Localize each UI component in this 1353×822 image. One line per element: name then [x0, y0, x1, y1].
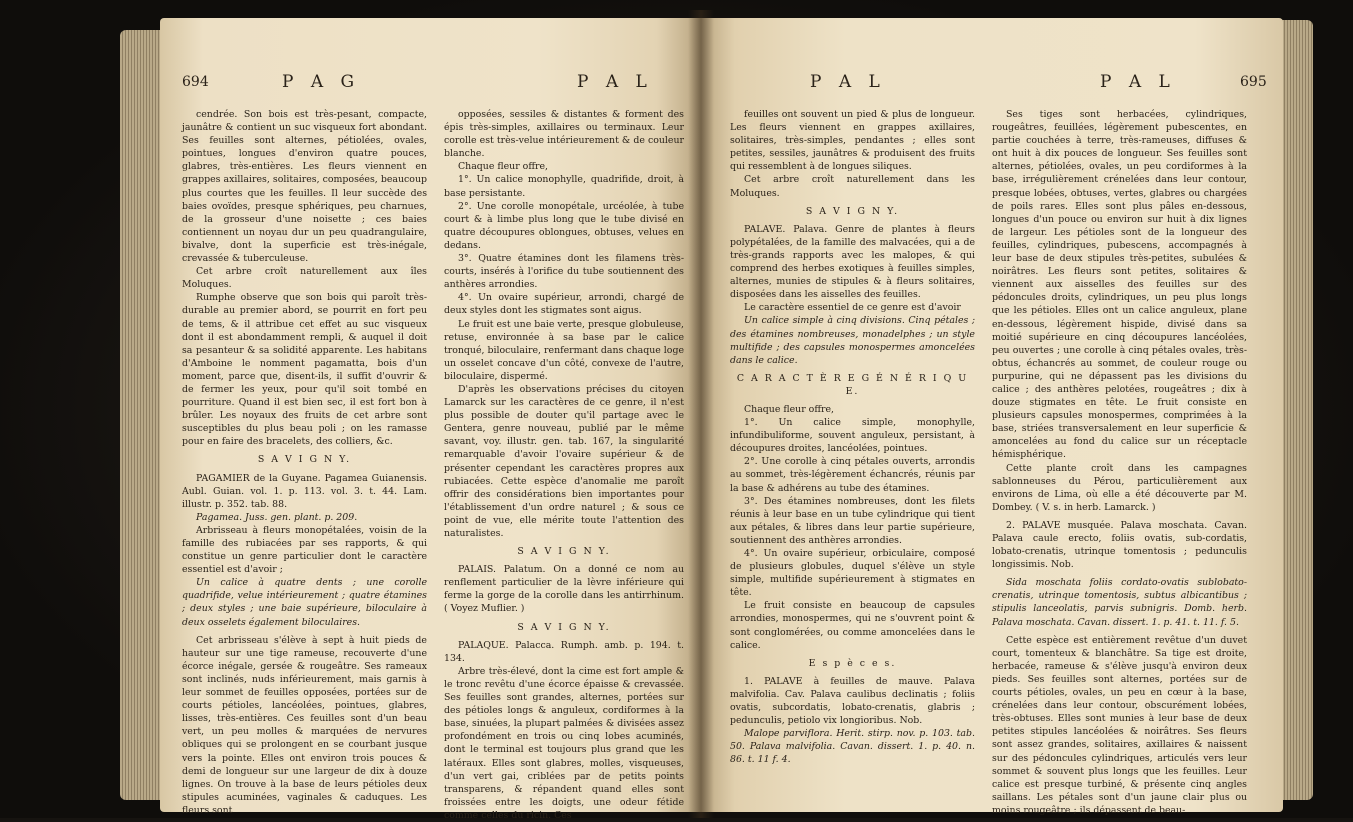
book-gutter — [688, 10, 714, 818]
paragraph: Arbrisseau à fleurs monopétalées, voisin de la famille des rubiacées par ses rapports, & qui constitue un genre particulier dont le caractère essentiel est d'avoir ; — [182, 524, 427, 576]
entry-pagamier: PAGAMIER de la Guyane. Pagamea Guianensis. Aubl. Guian. vol. 1. p. 113. vol. 3. t. 44. Lam. illustr. p. 352. tab. 88. — [182, 472, 427, 510]
species-entry: 2. PALAVE musquée. Palava moschata. Cavan. Palava caule erecto, foliis ovatis, sub-cordatis, lobato-crenatis, utrinque tomentosis ; pedunculis longissimis. Nob. — [992, 519, 1247, 571]
paragraph: 4°. Un ovaire supérieur, arrondi, chargé de deux styles dont les stigmates sont aigus. — [444, 292, 684, 317]
left-column-header-1: P A G — [282, 72, 361, 92]
right-page — [700, 18, 1283, 816]
right-page-column-1 — [730, 108, 975, 767]
paragraph: Rumphe observe que son bois qui paroît très-durable au premier abord, se pourrit en fort peu de tems, & il attribue cet effet au suc visqueux dont il est abondamment rempli, & auquel il doit sa pesanteur & sa solidité apparente. Les habitans d'Amboine le nomment pagamatta, bois d'un moment, parce que, disent-ils, il suffit d'ouvrir & de fermer les yeux, pour qu'il soit tombé en pourriture. Quand il est bien sec, il est fort bon à brûler. Les noyaux des fruits de cet arbre sont susceptibles du plus beau poli ; on les ramasse pour en faire des bracelets, des colliers, &c. — [182, 292, 427, 448]
left-page-number: 694 — [182, 74, 209, 90]
synonymy: Sida moschata foliis cordato-ovatis sublobato-crenatis, utrinque tomentosis, subtus albicantibus ; stipulis lanceolatis, parvis subnigris. Domb. herb. Palava moschata. Cavan. dissert. 1. p. 41. t. 11. f. 5. — [992, 577, 1247, 628]
entry-palave: PALAVE. Palava. Genre de plantes à fleurs polypétalées, de la famille des malvacées, qui a de très-grands rapports avec les malopes, & qui comprend des herbes exotiques à feuilles simples, alternes, munies de stipules & à fleurs solitaires, disposées dans les aisselles des feuilles. — [730, 223, 975, 301]
author-signature: S A V I G N Y. — [517, 546, 611, 558]
paragraph: 2°. Une corolle à cinq pétales ouverts, arrondis au sommet, très-légèrement échancrés, réunis par la base & adhérens au tube des étamines. — [730, 456, 975, 494]
left-page-header — [182, 72, 692, 98]
author-signature: S A V I G N Y. — [257, 454, 352, 466]
paragraph: Cette espèce est entièrement revêtue d'un duvet court, tomenteux & blanchâtre. Sa tige est droite, herbacée, rameuse & s'élève jusqu'à environ deux pieds. Ses feuilles sont alternes, portées sur de courts pétioles, ovales, un peu en cœur à la base, crénelées dans leur contour, obscurément lobées, très-obtuses. Elles sont munies à leur base de deux petites stipules lancéolées & noirâtres. Ses fleurs sont assez grandes, solitaires, axillaires & naissent sur des pédoncules cylindriques, articulés vers leur sommet & souvent plus longs que les feuilles. Leur calice est presque turbiné, & présente cinq angles saillans. Les pétales sont d'un jaune clair plus ou moins rougeâtre ; ils dépassent de beau- — [992, 634, 1247, 816]
paragraph: 3°. Quatre étamines dont les filamens très-courts, insérés à l'orifice du tube soutiennent des anthères arrondies. — [444, 253, 684, 291]
paragraph: 1°. Un calice monophylle, quadrifide, droit, à base persistante. — [444, 174, 684, 199]
left-page-column-1 — [182, 108, 427, 817]
left-page — [160, 18, 700, 821]
author-signature: S A V I G N Y. — [517, 621, 611, 633]
paragraph: Cet arbre croît naturellement aux îles Moluques. — [182, 266, 427, 291]
paragraph: 4°. Un ovaire supérieur, orbiculaire, composé de plusieurs globules, duquel s'élève un style simple, multifide supérieurement à stigmates en tête. — [730, 548, 975, 599]
essential-character: Un calice à quatre dents ; une corolle quadrifide, velue intérieurement ; quatre étamines ; deux styles ; une baie supérieure, biloculaire à deux osselets également biloculaires. — [182, 577, 427, 628]
paragraph: 3°. Des étamines nombreuses, dont les filets réunis à leur base en un tube cylindrique qui tient aux pétales, & libres dans leur partie supérieure, soutiennent des anthères arrondies. — [730, 495, 975, 546]
paragraph: Pagamea. Juss. gen. plant. p. 209. — [196, 511, 358, 523]
right-column-header-2: P A L — [1100, 72, 1176, 92]
left-page-column-2 — [444, 108, 684, 822]
paragraph: Chaque fleur offre, — [458, 161, 548, 173]
author-signature: S A V I G N Y. — [805, 205, 900, 217]
paragraph: Le fruit est une baie verte, presque globuleuse, retuse, environnée à sa base par le calice tronqué, biloculaire, renfermant dans chaque loge un osselet concave d'un côté, convexe de l'autre, biloculaire, dispermé. — [444, 318, 684, 382]
right-page-column-2 — [992, 108, 1247, 817]
entry-palaque: PALAQUE. Palacca. Rumph. amb. p. 194. t. 134. — [444, 639, 684, 664]
species-entry: 1. PALAVE à feuilles de mauve. Palava malvifolia. Cav. Palava caulibus declinatis ; foliis ovatis, subcordatis, lobato-crenatis, glabris ; pedunculis, petiolo vix longioribus. Nob. — [730, 675, 975, 727]
paragraph: Chaque fleur offre, — [744, 403, 834, 415]
right-page-number: 695 — [1240, 74, 1267, 90]
paragraph: Cette plante croît dans les campagnes sablonneuses du Pérou, particulièrement aux environs de Lima, où elle a été découverte par M. Dombey. ( V. s. in herb. Lamarck. ) — [992, 462, 1247, 513]
entry-palais: PALAIS. Palatum. On a donné ce nom au renflement particulier de la lèvre inférieure qui ferme la gorge de la corolle dans les antirrhinum. ( Voyez Muflier. ) — [444, 564, 684, 615]
paragraph: Cet arbre croît naturellement dans les Moluques. — [730, 174, 975, 199]
paragraph: opposées, sessiles & distantes & forment des épis très-simples, axillaires ou terminaux. Leur corolle est très-velue intérieurement & de couleur blanche. — [444, 109, 684, 160]
section-heading: C A R A C T È R E G É N É R I Q U E. — [736, 372, 969, 397]
paragraph: cendrée. Son bois est très-pesant, compacte, jaunâtre & contient un suc visqueux fort abondant. Ses feuilles sont alternes, pétiolées, ovales, pointues, longues d'environ quatre pouces, glabres, très-entières. Les fleurs viennent en grappes axillaires, solitaires, composées, beaucoup plus courtes que les feuilles. Il leur succède des baies ovoïdes, presque sphériques, peu charnues, de la grosseur d'une noisette ; ces baies contiennent un noyau dur un peu quadrangulaire, bivalve, dont la superficie est très-inégale, crevassée & tuberculeuse. — [182, 109, 427, 265]
paragraph: feuilles ont souvent un pied & plus de longueur. Les fleurs viennent en grappes axillaires, solitaires, très-simples, pendantes ; elles sont petites, sessiles, jaunâtres & produisent des fruits qui ressemblent à de longues siliques. — [730, 109, 975, 173]
section-heading: E s p è c e s. — [808, 657, 897, 669]
paragraph: Cet arbrisseau s'élève à sept à huit pieds de hauteur sur une tige rameuse, recouverte d'une écorce inégale, gersée & rougeâtre. Ses rameaux sont inclinés, nuds inférieurement, mais garnis à leur sommet de feuilles opposées, portées sur de courts pétioles, lancéolées, pointues, glabres, lisses, très-entières. Ces feuilles sont d'un beau vert, un peu molles & marquées de nervures obliques qui se prolongent en se courbant jusque vers la pointe. Elles ont environ trois pouces & demi de longueur sur une largeur de dix à douze lignes. On trouve à la base de leurs pétioles deux stipules acuminées, vaginales & caduques. Les fleurs sont — [182, 634, 427, 816]
paragraph: Le caractère essentiel de ce genre est d'avoir — [744, 302, 961, 314]
paragraph: Ses tiges sont herbacées, cylindriques, rougeâtres, feuillées, légèrement pubescentes, en partie couchées à terre, très-rameuses, diffuses & ont huit à dix pouces de longueur. Ses feuilles sont alternes, pétiolées, ovales, un peu cordiformes à la base, irrégulièrement crénelées dans leur contour, presque lobées, obtuses, vertes, glabres ou chargées de poils rares. Elles sont plus pâles en-dessous, longues d'un pouce ou environ sur huit à dix lignes de largeur. Les pétioles sont de la longueur des feuilles, cylindriques, pubescens, accompagnés à leur base de deux stipules très-petites, subulées & noirâtres. Les fleurs sont petites, solitaires & viennent aux aisselles des feuilles sur des pédoncules droits, cylindriques, un peu plus longs que les pétioles. Elles ont un calice anguleux, plane en-dessous, légèrement hispide, divisé dans sa moitié supérieure en cinq découpures lancéolées, peu ouvertes ; une corolle à cinq pétales ovales, très-obtus, échancrés au sommet, de couleur rouge ou purpurine, qui ne dépassent pas les divisions du calice ; des anthères pelotées, rougeâtres ; dix à douze stigmates en tête. Le fruit consiste en plusieurs capsules monospermes, comprimées à la base, striées transversalement en leur superficie & amoncelées au fond du calice sur un réceptacle hémisphérique. — [992, 109, 1247, 461]
left-column-header-2: P A L — [577, 72, 653, 92]
paragraph: D'après les observations précises du citoyen Lamarck sur les caractères de ce genre, il n'est plus possible de douter qu'il partage avec le Gentera, genre nouveau, publié par le même savant, voy. illustr. gen. tab. 167, la singularité remarquable d'avoir l'ovaire supérieur & de présenter cependant les caractères propres aux rubiacées. Cette espèce d'anomalie me paroît offrir des considérations bien importantes pour l'établissement d'un ordre naturel ; & sous ce point de vue, elle mérite toute l'attention des naturalistes. — [444, 383, 684, 539]
paragraph: Arbre très-élevé, dont la cime est fort ample & le tronc revêtu d'une écorce épaisse & crevassée. Ses feuilles sont grandes, alternes, portées sur des pétioles longs & anguleux, cordiformes à la base, sinuées, la plupart palmées & divisées assez profondément en trois ou cinq lobes acuminés, dont le terminal est toujours plus grand que les latéraux. Elles sont glabres, molles, visqueuses, d'un vert gai, criblées par de petits points transparens, & répandent quand elles sont froissées entre les doigts, une odeur fétide comme celles du ricin. Ces — [444, 665, 684, 821]
paragraph: 2°. Une corolle monopétale, urcéolée, à tube court & à limbe plus long que le tube divisé en quatre découpures oblongues, obtuses, velues en dedans. — [444, 200, 684, 251]
paragraph: Le fruit consiste en beaucoup de capsules arrondies, monospermes, qui ne s'ouvrent point & sont conglomérées, ou comme amoncelées dans le calice. — [730, 600, 975, 651]
right-column-header-1: P A L — [810, 72, 886, 92]
right-page-header — [730, 72, 1270, 98]
synonymy: Malope parviflora. Herit. stirp. nov. p. 103. tab. 50. Palava malvifolia. Cavan. dissert. 1. p. 40. n. 86. t. 11 f. 4. — [730, 728, 975, 766]
paragraph: 1°. Un calice simple, monophylle, infundibuliforme, souvent anguleux, persistant, à découpures droites, lancéolées, pointues. — [730, 417, 975, 455]
essential-character: Un calice simple à cinq divisions. Cinq pétales ; des étamines nombreuses, monadelphes ; un style multifide ; des capsules monospermes amoncelées dans le calice. — [730, 315, 975, 366]
